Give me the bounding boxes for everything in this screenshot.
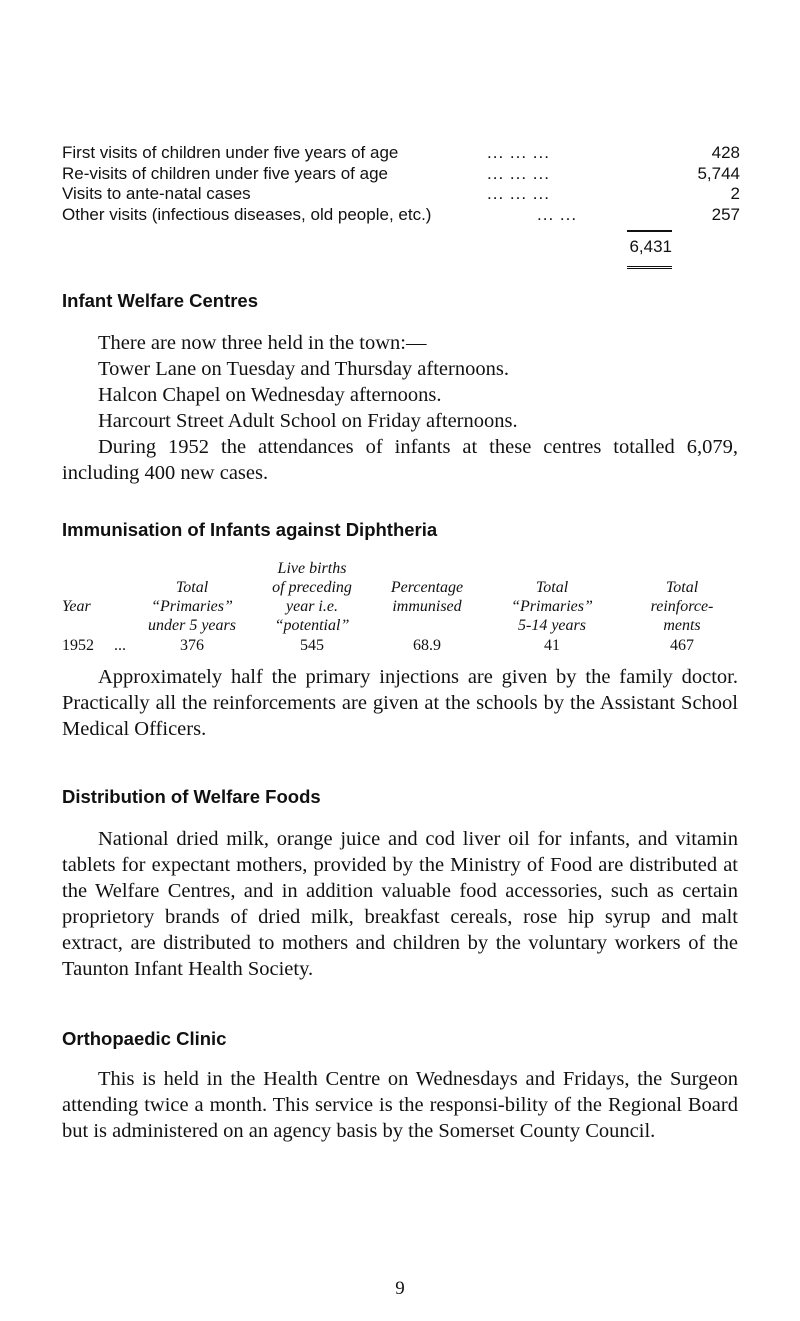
visits-row <box>62 184 740 205</box>
visits-row-value: 2 <box>730 184 740 203</box>
immunisation-note <box>62 664 738 742</box>
cell-live-births: 545 <box>300 637 324 654</box>
visits-row-label: Other visits (infectious diseases, old people, etc.) <box>62 204 432 224</box>
visits-row-value: 428 <box>711 143 740 162</box>
visits-row <box>62 143 740 164</box>
leader-dots: ... ... <box>537 204 578 224</box>
leader-dots: ... ... ... <box>487 163 550 183</box>
header-year: Year <box>62 598 91 615</box>
header-reinforcements-line2: reinforce- <box>650 598 714 615</box>
section-heading-infant-welfare: Infant Welfare Centres <box>62 290 259 311</box>
page-number: 9 <box>395 1278 405 1299</box>
infant-welfare-intro: There are now three held in the town:— <box>98 332 427 354</box>
visits-row-label: Visits to ante-natal cases <box>62 184 251 203</box>
schedule-item: Halcon Chapel on Wednesday afternoons. <box>98 384 442 406</box>
infant-welfare-text <box>62 330 738 486</box>
header-primaries-5-14-line1: Total <box>535 579 569 596</box>
cell-reinforcements: 467 <box>670 637 694 654</box>
visits-total: 6,431 <box>629 237 672 256</box>
visits-row-value: 257 <box>711 204 740 224</box>
total-rule <box>627 230 672 232</box>
header-live-births-line1: Live births <box>277 560 347 577</box>
header-primaries-5-14-line2: “Primaries” <box>511 598 593 615</box>
header-reinforcements-line3: ments <box>663 617 701 634</box>
cell-primaries-5-14: 41 <box>544 637 560 654</box>
leader-dots: ... ... ... <box>487 184 550 203</box>
visits-table <box>62 143 740 225</box>
visits-row-value: 5,744 <box>697 163 740 183</box>
orthopaedic-text <box>62 1066 738 1144</box>
section-heading-immunisation: Immunisation of Infants against Diphtheria <box>62 519 438 540</box>
schedule-item: Tower Lane on Tuesday and Thursday afternoons. <box>98 358 509 380</box>
schedule-item: Harcourt Street Adult School on Friday afternoons. <box>98 410 518 432</box>
welfare-foods-text <box>62 826 738 982</box>
total-double-rule <box>627 266 672 269</box>
infant-welfare-attendance: During 1952 the attendances of infants at these centres totalled 6,079, including 400 new cases. <box>62 436 738 484</box>
header-total-primaries-line1: Total <box>175 579 209 596</box>
visits-row-label: First visits of children under five years of age <box>62 143 399 162</box>
header-live-births-line3: year i.e. <box>286 598 338 615</box>
header-primaries-5-14-line3: 5-14 years <box>518 617 586 634</box>
header-reinforcements-line1: Total <box>665 579 699 596</box>
visits-row-label: Re-visits of children under five years of age <box>62 163 388 183</box>
welfare-foods-paragraph: National dried milk, orange juice and cod liver oil for infants, and vitamin tablets for expectant mothers, provided by the Ministry of Food are distributed at the Welfare Centres, and in addition valuable food accessories, such as certain proprietory brands of dried milk, breakfast cereals, rose hip syrup and malt extract, are distributed to mothers and children by the voluntary workers of the Taunton Infant Health Society. <box>62 828 738 980</box>
leader-dots: ... <box>114 637 126 654</box>
cell-year: 1952 <box>62 637 94 654</box>
header-total-primaries-line3: under 5 years <box>148 617 236 634</box>
immunisation-note-text: Approximately half the primary injections are given by the family doctor. Practically all the reinforcements are given at the schools by the Assistant School Medical Officers. <box>62 666 738 740</box>
header-percentage-line1: Percentage <box>390 579 464 596</box>
header-live-births-line4: “potential” <box>274 617 350 634</box>
section-heading-welfare-foods: Distribution of Welfare Foods <box>62 786 321 807</box>
header-total-primaries-line2: “Primaries” <box>151 598 233 615</box>
header-live-births-line2: of preceding <box>272 579 352 596</box>
orthopaedic-paragraph: This is held in the Health Centre on Wednesdays and Fridays, the Surgeon attending twice a month. This service is the responsi-bility of the Regional Board but is administered on an agency basis by the Somerset County Council. <box>62 1068 738 1142</box>
cell-total-primaries: 376 <box>180 637 204 654</box>
cell-percentage: 68.9 <box>413 637 441 654</box>
section-heading-orthopaedic: Orthopaedic Clinic <box>62 1028 227 1049</box>
visits-row <box>62 205 740 226</box>
visits-row <box>62 164 740 185</box>
leader-dots: ... ... ... <box>487 143 550 162</box>
header-percentage-line2: immunised <box>392 598 462 615</box>
